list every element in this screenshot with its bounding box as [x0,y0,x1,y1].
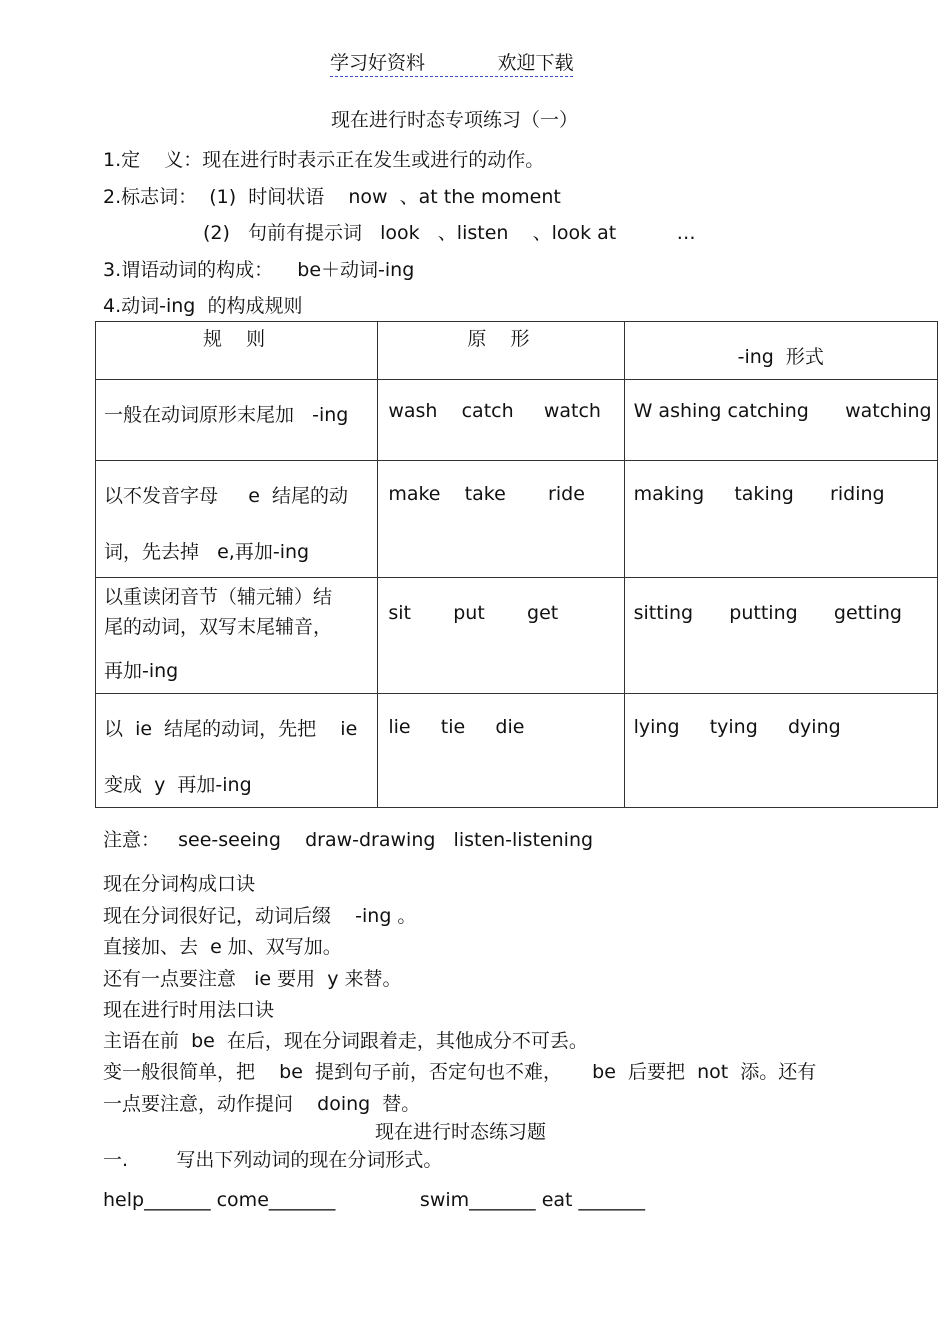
rhyme1-line: 直接加、去 e 加、双写加。 [103,936,342,958]
rhyme1-line: 还有一点要注意 ie 要用 y 来替。 [103,968,402,990]
rule-cell: 以不发音字母 e 结尾的动 词，先去掉 e,再加-ing [96,461,378,578]
rule-cell: 一般在动词原形末尾加 -ing [96,380,378,461]
rule-cell: 以 ie 结尾的动词，先把 ie 变成 y 再加-ing [96,694,378,808]
header-cell-base: 原 形 [378,322,624,380]
rhyme2-line: 主语在前 be 在后，现在分词跟着走，其他成分不可丢。 [103,1030,588,1052]
document-title: 现在进行时态专项练习（一） [331,109,579,131]
table-row [96,694,938,808]
rhyme2-title: 现在进行时用法口诀 [103,999,275,1021]
rhyme2-line: 变一般很简单，把 be 提到句子前，否定句也不难， be 后要把 not 添。还有 [103,1061,817,1083]
marker-line-1: 2.标志词： (1) 时间状语 now 、at the moment [103,186,561,208]
ing-rules-table [95,321,938,808]
table-row [96,380,938,461]
structure-line: 3.谓语动词的构成： be＋动词-ing [103,259,415,281]
table-row [96,578,938,694]
ing-cell: making taking riding [624,461,937,578]
rule-cell: 以重读闭音节（辅元辅）结 尾的动词，双写末尾辅音， 再加-ing [96,578,378,694]
exercise-title: 现在进行时态练习题 [375,1121,547,1143]
rhyme1-line: 现在分词很好记，动词后缀 -ing 。 [103,905,417,927]
base-cell: sit put get [378,578,624,694]
exercise-section-1: 一. 写出下列动词的现在分词形式。 [103,1149,443,1171]
attention-line: 注意： see-seeing draw-drawing listen-listening [103,829,594,851]
ing-cell: W ashing catching watching [624,380,937,461]
header-cell-rule: 规 则 [96,322,378,380]
table-header-row [96,322,938,380]
ing-cell: lying tying dying [624,694,937,808]
rhyme2-line: 一点要注意，动作提问 doing 替。 [103,1093,421,1115]
rhyme1-title: 现在分词构成口诀 [103,873,256,895]
base-cell: lie tie die [378,694,624,808]
header-cell-ing: -ing 形式 [624,322,937,380]
marker-line-2: (2) 句前有提示词 look 、listen 、look at … [203,222,696,244]
fill-in-blanks: help_______ come_______ swim_______ eat _______ [103,1189,646,1211]
rule-title: 4.动词-ing 的构成规则 [103,295,303,317]
table-row [96,461,938,578]
ing-cell: sitting putting getting [624,578,937,694]
page-header: 学习好资料 欢迎下载 [330,48,573,77]
definition-line: 1.定 义：现在进行时表示正在发生或进行的动作。 [103,149,545,171]
base-cell: make take ride [378,461,624,578]
base-cell: wash catch watch [378,380,624,461]
